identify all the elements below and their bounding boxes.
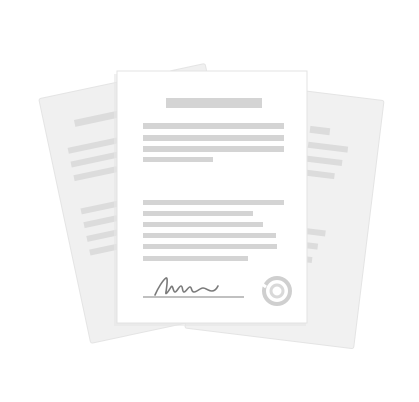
- front-sheet-text-line: [143, 200, 284, 205]
- front-sheet-title-line: [166, 98, 262, 108]
- front-sheet: [117, 71, 307, 323]
- front-sheet-text-line: [143, 123, 284, 129]
- front-sheet-text-line: [143, 256, 248, 261]
- front-sheet-text-line: [143, 135, 284, 141]
- front-sheet-text-line: [143, 233, 276, 238]
- front-sheet-text-line: [143, 244, 277, 249]
- front-sheet-text-line: [143, 211, 253, 216]
- front-sheet-text-line: [143, 146, 284, 152]
- front-sheet-text-line: [143, 222, 263, 227]
- front-sheet-text-line: [143, 157, 213, 162]
